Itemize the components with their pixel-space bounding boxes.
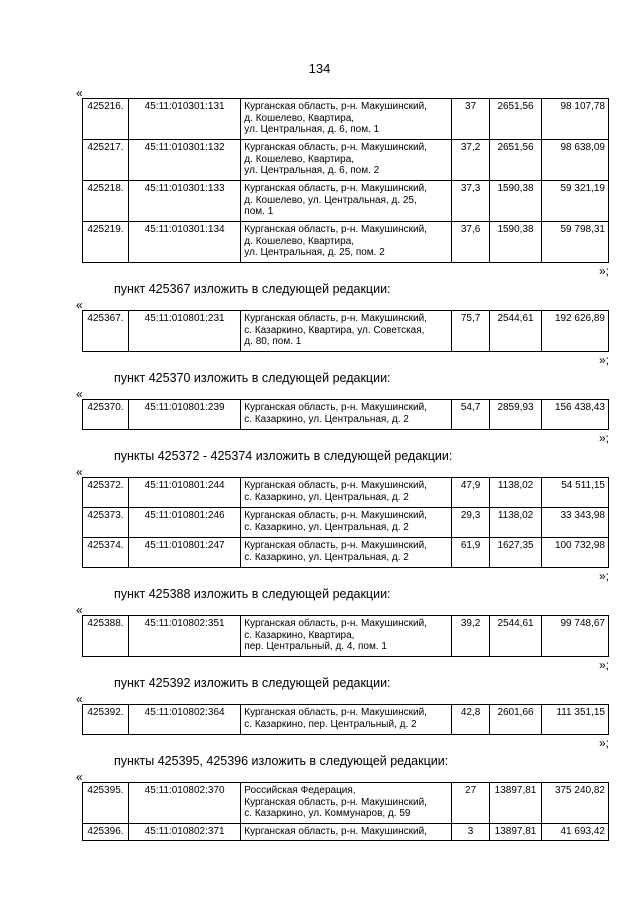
rate-cell: 13897,81 <box>490 824 541 841</box>
row-number-cell: 425370. <box>83 400 129 430</box>
cadastral-number-cell: 45:11:010802:370 <box>128 783 240 824</box>
rate-cell: 2859,93 <box>490 400 541 430</box>
address-cell: Курганская область, р-н. Макушинский, с. Казаркино, ул. Центральная, д. 2 <box>241 508 451 538</box>
quote-open: « <box>76 465 83 479</box>
registry-table <box>82 310 609 352</box>
quote-open: « <box>76 298 83 312</box>
cadastral-number-cell: 45:11:010301:131 <box>128 99 240 140</box>
cadastral-number-cell: 45:11:010802:371 <box>128 824 240 841</box>
registry-table <box>82 98 609 263</box>
table-row <box>83 400 609 430</box>
table-row <box>83 705 609 735</box>
cadastral-cost-cell: 375 240,82 <box>541 783 608 824</box>
table-row <box>83 181 609 222</box>
address-cell: Курганская область, р-н. Макушинский, с. Казаркино, Квартира, пер. Центральный, д. 4, пом. 1 <box>241 616 451 657</box>
address-cell: Курганская область, р-н. Макушинский, д. Кошелево, Квартира, ул. Центральная, д. 6, пом. 2 <box>241 140 451 181</box>
quote-close: »; <box>598 353 609 367</box>
address-cell: Курганская область, р-н. Макушинский, с. Казаркино, ул. Центральная, д. 2 <box>241 538 451 568</box>
page-number: 134 <box>308 61 331 76</box>
cadastral-cost-cell: 59 321,19 <box>541 181 608 222</box>
quote-close: »; <box>598 264 609 278</box>
area-cell: 47,9 <box>451 478 490 508</box>
quote-open: « <box>76 603 83 617</box>
registry-table <box>82 477 609 568</box>
rate-cell: 2544,61 <box>490 311 541 352</box>
registry-table <box>82 399 609 430</box>
cadastral-number-cell: 45:11:010801:239 <box>128 400 240 430</box>
document-body <box>76 88 609 841</box>
cadastral-cost-cell: 111 351,15 <box>541 705 608 735</box>
row-number-cell: 425372. <box>83 478 129 508</box>
rate-cell: 2651,56 <box>490 140 541 181</box>
quote-open: « <box>76 692 83 706</box>
table-row <box>83 538 609 568</box>
rate-cell: 1590,38 <box>490 222 541 263</box>
row-number-cell: 425395. <box>83 783 129 824</box>
cadastral-number-cell: 45:11:010802:351 <box>128 616 240 657</box>
registry-table <box>82 615 609 657</box>
row-number-cell: 425392. <box>83 705 129 735</box>
cadastral-cost-cell: 98 107,78 <box>541 99 608 140</box>
address-cell: Российская Федерация, Курганская область, р-н. Макушинский, с. Казаркино, ул. Коммунаров, д. 59 <box>241 783 451 824</box>
cadastral-number-cell: 45:11:010802:364 <box>128 705 240 735</box>
rate-cell: 1138,02 <box>490 508 541 538</box>
row-number-cell: 425216. <box>83 99 129 140</box>
area-cell: 37 <box>451 99 490 140</box>
rate-cell: 2601,66 <box>490 705 541 735</box>
amendment-heading: пункты 425395, 425396 изложить в следующей редакции: <box>114 754 449 768</box>
address-cell: Курганская область, р-н. Макушинский, д. Кошелево, ул. Центральная, д. 25, пом. 1 <box>241 181 451 222</box>
cadastral-number-cell: 45:11:010801:231 <box>128 311 240 352</box>
area-cell: 37,6 <box>451 222 490 263</box>
area-cell: 37,2 <box>451 140 490 181</box>
amendment-heading: пункт 425370 изложить в следующей редакции: <box>114 371 391 385</box>
cadastral-number-cell: 45:11:010301:133 <box>128 181 240 222</box>
quote-open: « <box>76 770 83 784</box>
registry-table <box>82 704 609 735</box>
row-number-cell: 425373. <box>83 508 129 538</box>
rate-cell: 2544,61 <box>490 616 541 657</box>
row-number-cell: 425217. <box>83 140 129 181</box>
cadastral-cost-cell: 54 511,15 <box>541 478 608 508</box>
area-cell: 54,7 <box>451 400 490 430</box>
area-cell: 29,3 <box>451 508 490 538</box>
area-cell: 37,3 <box>451 181 490 222</box>
address-cell: Курганская область, р-н. Макушинский, с. Казаркино, пер. Центральный, д. 2 <box>241 705 451 735</box>
address-cell: Курганская область, р-н. Макушинский, с. Казаркино, Квартира, ул. Советская, д. 80, пом. 1 <box>241 311 451 352</box>
cadastral-cost-cell: 192 626,89 <box>541 311 608 352</box>
row-number-cell: 425218. <box>83 181 129 222</box>
area-cell: 3 <box>451 824 490 841</box>
quote-open: « <box>76 86 83 100</box>
cadastral-cost-cell: 59 798,31 <box>541 222 608 263</box>
cadastral-cost-cell: 98 638,09 <box>541 140 608 181</box>
row-number-cell: 425388. <box>83 616 129 657</box>
row-number-cell: 425396. <box>83 824 129 841</box>
address-cell: Курганская область, р-н. Макушинский, д. Кошелево, Квартира, ул. Центральная, д. 25, пом. 2 <box>241 222 451 263</box>
rate-cell: 1138,02 <box>490 478 541 508</box>
cadastral-number-cell: 45:11:010801:246 <box>128 508 240 538</box>
cadastral-number-cell: 45:11:010301:132 <box>128 140 240 181</box>
quote-close: »; <box>598 431 609 445</box>
table-row <box>83 478 609 508</box>
quote-close: »; <box>598 569 609 583</box>
table-row <box>83 311 609 352</box>
amendment-heading: пункты 425372 - 425374 изложить в следующей редакции: <box>114 449 453 463</box>
address-cell: Курганская область, р-н. Макушинский, д. Кошелево, Квартира, ул. Центральная, д. 6, пом. 1 <box>241 99 451 140</box>
table-row <box>83 222 609 263</box>
table-row <box>83 783 609 824</box>
amendment-heading: пункт 425367 изложить в следующей редакции: <box>114 282 391 296</box>
address-cell: Курганская область, р-н. Макушинский, <box>241 824 451 841</box>
area-cell: 75,7 <box>451 311 490 352</box>
area-cell: 61,9 <box>451 538 490 568</box>
cadastral-cost-cell: 156 438,43 <box>541 400 608 430</box>
quote-open: « <box>76 387 83 401</box>
cadastral-number-cell: 45:11:010801:244 <box>128 478 240 508</box>
address-cell: Курганская область, р-н. Макушинский, с. Казаркино, ул. Центральная, д. 2 <box>241 478 451 508</box>
area-cell: 42,8 <box>451 705 490 735</box>
rate-cell: 13897,81 <box>490 783 541 824</box>
row-number-cell: 425367. <box>83 311 129 352</box>
cadastral-cost-cell: 41 693,42 <box>541 824 608 841</box>
registry-table <box>82 782 609 841</box>
cadastral-cost-cell: 100 732,98 <box>541 538 608 568</box>
row-number-cell: 425374. <box>83 538 129 568</box>
quote-close: »; <box>598 736 609 750</box>
cadastral-number-cell: 45:11:010801:247 <box>128 538 240 568</box>
table-row <box>83 616 609 657</box>
row-number-cell: 425219. <box>83 222 129 263</box>
table-row <box>83 508 609 538</box>
amendment-heading: пункт 425388 изложить в следующей редакции: <box>114 587 391 601</box>
amendment-heading: пункт 425392 изложить в следующей редакции: <box>114 676 391 690</box>
table-row <box>83 824 609 841</box>
rate-cell: 1627,35 <box>490 538 541 568</box>
table-row <box>83 140 609 181</box>
area-cell: 27 <box>451 783 490 824</box>
cadastral-cost-cell: 99 748,67 <box>541 616 608 657</box>
rate-cell: 2651,56 <box>490 99 541 140</box>
cadastral-number-cell: 45:11:010301:134 <box>128 222 240 263</box>
cadastral-cost-cell: 33 343,98 <box>541 508 608 538</box>
table-row <box>83 99 609 140</box>
quote-close: »; <box>598 658 609 672</box>
area-cell: 39,2 <box>451 616 490 657</box>
address-cell: Курганская область, р-н. Макушинский, с. Казаркино, ул. Центральная, д. 2 <box>241 400 451 430</box>
rate-cell: 1590,38 <box>490 181 541 222</box>
